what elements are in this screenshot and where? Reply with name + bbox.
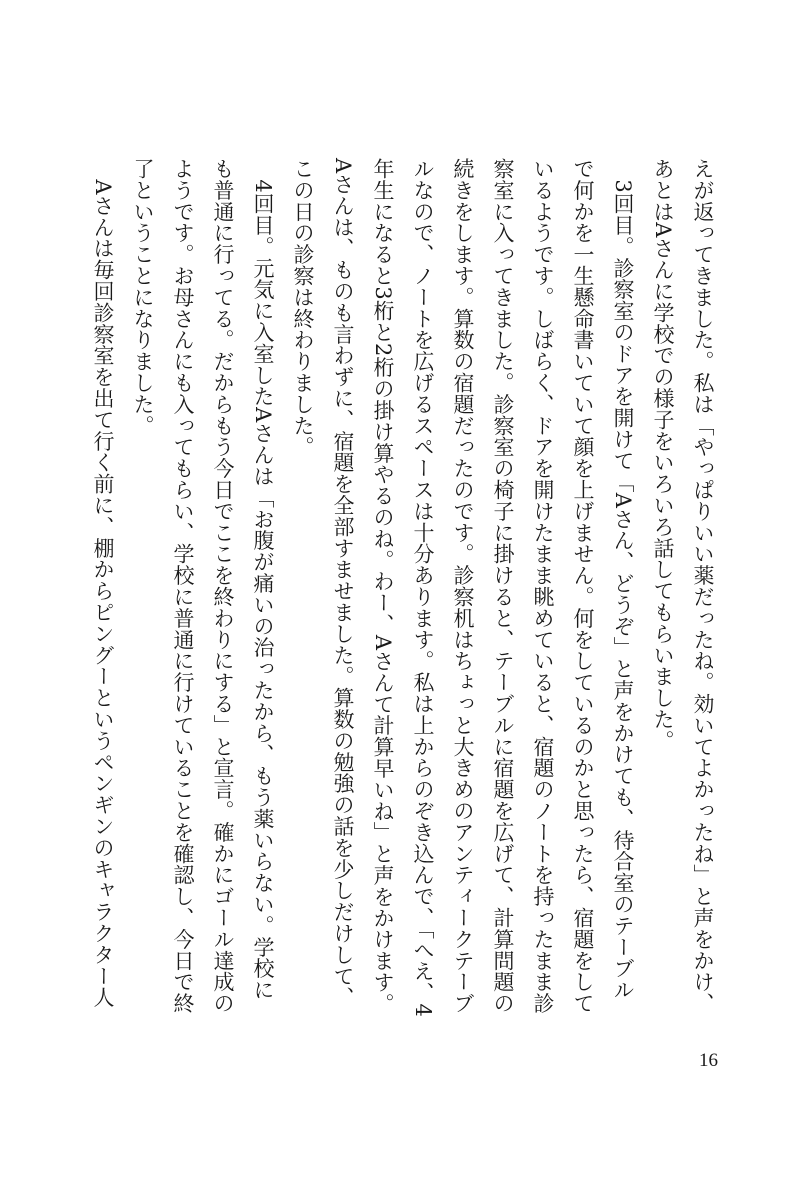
- text-line: ようです。お母さんにも入ってもらい、学校に普通に行けていることを確認し、今日で終: [171, 158, 195, 1014]
- text-line: ルなので、ノートを広げるスペースは十分あります。私は上からのぞき込んで、「へえ、4: [411, 158, 435, 1018]
- text-line: 4回目。元気に入室したAさんは「お腹が痛いの治ったから、もう薬いらない。学校に: [251, 158, 275, 1001]
- text-line: あとはAさんに学校での様子をいろいろ話してもらいました。: [651, 158, 675, 752]
- text-line: で何かを一生懸命書いていて顔を上げません。何をしているのかと思ったら、宿題をして: [571, 158, 595, 1014]
- text-line: 3回目。診察室のドアを開けて「Aさん、どうぞ」と声をかけても、待合室のテーブル: [611, 158, 635, 1001]
- text-line: 続きをします。算数の宿題だったのです。診察机はちょっと大きめのアンティークテーブ: [451, 158, 475, 1014]
- text-line: この日の診察は終わりました。: [291, 158, 315, 458]
- text-line: Aさんは、ものも言わずに、宿題を全部すませました。算数の勉強の話を少しだけして、: [331, 158, 355, 1009]
- text-line: 了ということになりました。: [131, 158, 155, 437]
- text-line: いるようです。しばらく、ドアを開けたまま眺めていると、宿題のノートを持ったまま診: [531, 158, 555, 1014]
- page-number: 16: [699, 1050, 718, 1071]
- text-line: 年生になると3桁と2桁の掛け算やるのね。わー、Aさんて計算早いね」と声をかけます。: [371, 158, 395, 1015]
- text-line: も普通に行ってる。だからもう今日でここを終わりにする」と宣言。確かにゴール達成の: [211, 158, 235, 1014]
- vertical-text-body: [91, 158, 718, 1018]
- text-line: 察室に入ってきました。診察室の椅子に掛けると、テーブルに宿題を広げて、計算問題の: [491, 158, 515, 1014]
- text-line: えが返ってきました。私は「やっぱりいい薬だったね。効いてよかったね」と声をかけ、: [691, 158, 715, 1014]
- text-line: Aさんは毎回診察室を出て行く前に、棚からピングーというペンギンのキャラクター人: [91, 158, 115, 1009]
